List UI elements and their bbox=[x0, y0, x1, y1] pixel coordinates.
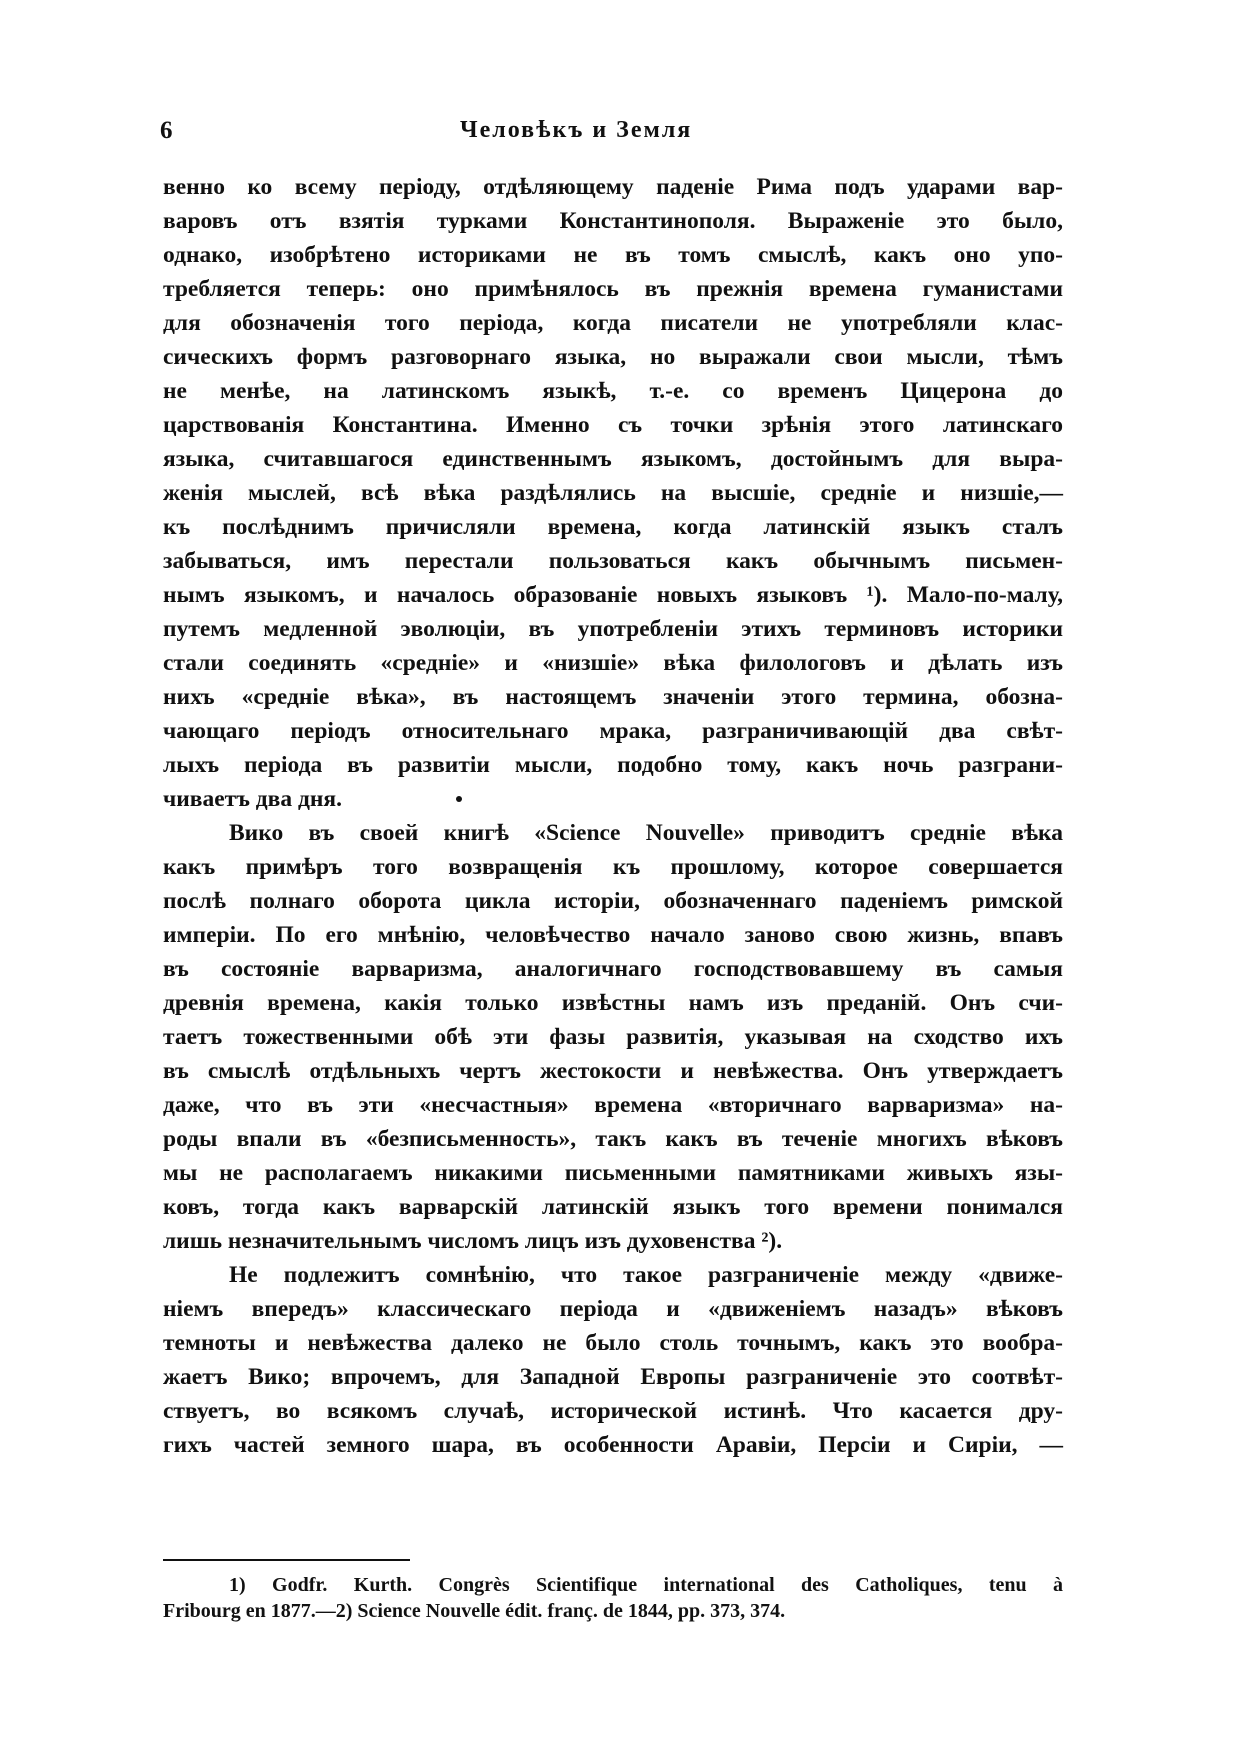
text-line: какъ примѣръ того возвращенія къ прошлому, которое совершается bbox=[163, 854, 1063, 880]
text-line: Не подлежитъ сомнѣнію, что такое разграниченіе между «движе- bbox=[229, 1262, 1063, 1288]
text-line: царствованія Константина. Именно съ точки зрѣнія этого латинскаго bbox=[163, 412, 1063, 438]
text-line: женія мыслей, всѣ вѣка раздѣлялись на высшіе, средніе и низшіе,— bbox=[163, 480, 1063, 506]
text-line: однако, изобрѣтено историками не въ томъ смыслѣ, какъ оно упо- bbox=[163, 242, 1063, 268]
text-line: въ состояніе варваризма, аналогичнаго господствовавшему въ самыя bbox=[163, 956, 1063, 982]
text-line: венно ко всему періоду, отдѣляющему паденіе Рима подъ ударами вар- bbox=[163, 174, 1063, 200]
page-number: 6 bbox=[160, 117, 173, 144]
text-line: таетъ тожественными обѣ эти фазы развитія, указывая на сходство ихъ bbox=[163, 1024, 1063, 1050]
text-line: жаетъ Вико; впрочемъ, для Западной Европы разграниченіе это соотвѣт- bbox=[163, 1364, 1063, 1390]
text-line: нихъ «средніе вѣка», въ настоящемъ значеніи этого термина, обозна- bbox=[163, 684, 1063, 710]
text-line: ковъ, тогда какъ варварскій латинскій языкъ того времени понимался bbox=[163, 1194, 1063, 1220]
text-line: для обозначенія того періода, когда писатели не употребляли клас- bbox=[163, 310, 1063, 336]
text-line: даже, что въ эти «несчастныя» времена «вторичнаго варваризма» на- bbox=[163, 1092, 1063, 1118]
text-line: въ смыслѣ отдѣльныхъ чертъ жестокости и невѣжества. Онъ утверждаетъ bbox=[163, 1058, 1063, 1084]
text-line: языка, считавшагося единственнымъ языкомъ, достойнымъ для выра- bbox=[163, 446, 1063, 472]
footnote-line: 1) Godfr. Kurth. Congrès Scientifique international des Catholiques, tenu à bbox=[229, 1574, 1063, 1596]
text-line: послѣ полнаго оборота цикла исторіи, обозначеннаго паденіемъ римской bbox=[163, 888, 1063, 914]
text-line: ствуетъ, во всякомъ случаѣ, исторической истинѣ. Что касается дру- bbox=[163, 1398, 1063, 1424]
footnotes bbox=[163, 1572, 1063, 1624]
text-line: ніемъ впередъ» классическаго періода и «движеніемъ назадъ» вѣковъ bbox=[163, 1296, 1063, 1322]
text-line: имперіи. По его мнѣнію, человѣчество начало заново свою жизнь, впавъ bbox=[163, 922, 1063, 948]
text-line: гихъ частей земного шара, въ особенности Аравіи, Персіи и Сиріи, — bbox=[163, 1432, 1063, 1458]
text-line: не менѣе, на латинскомъ языкѣ, т.-е. со временъ Цицерона до bbox=[163, 378, 1063, 404]
text-line: забываться, имъ перестали пользоваться какъ обычнымъ письмен- bbox=[163, 548, 1063, 574]
text-line: роды впали въ «безписьменность», такъ какъ въ теченіе многихъ вѣковъ bbox=[163, 1126, 1063, 1152]
text-line: варовъ отъ взятія турками Константинополя. Выраженіе это было, bbox=[163, 208, 1063, 234]
text-line: чиваетъ два дня. bbox=[163, 786, 343, 812]
text-line: мы не располагаемъ никакими письменными памятниками живыхъ язы- bbox=[163, 1160, 1063, 1186]
text-line: стали соединять «средніе» и «низшіе» вѣка филологовъ и дѣлать изъ bbox=[163, 650, 1063, 676]
footnote-rule bbox=[163, 1559, 410, 1561]
text-line: къ послѣднимъ причисляли времена, когда латинскій языкъ сталъ bbox=[163, 514, 1063, 540]
text-line: требляется теперь: оно примѣнялось въ прежнія времена гуманистами bbox=[163, 276, 1063, 302]
text-line: древнія времена, какія только извѣстны намъ изъ преданій. Онъ счи- bbox=[163, 990, 1063, 1016]
text-line: лишь незначительнымъ числомъ лицъ изъ духовенства ²). bbox=[163, 1228, 783, 1254]
text-line: путемъ медленной эволюціи, въ употребленіи этихъ терминовъ историки bbox=[163, 616, 1063, 642]
text-line: темноты и невѣжества далеко не было столь точнымъ, какъ это вообра- bbox=[163, 1330, 1063, 1356]
text-line: Вико въ своей книгѣ «Science Nouvelle» приводитъ средніе вѣка bbox=[229, 820, 1063, 846]
main-text bbox=[163, 170, 1063, 1462]
text-line: чающаго періодъ относительнаго мрака, разграничивающій два свѣт- bbox=[163, 718, 1063, 744]
ink-speck bbox=[456, 796, 462, 802]
text-line: нымъ языкомъ, и началось образованіе новыхъ языковъ ¹). Мало-по-малу, bbox=[163, 582, 1063, 608]
text-line: лыхъ періода въ развитіи мысли, подобно тому, какъ ночь разграни- bbox=[163, 752, 1063, 778]
footnote-line: Fribourg en 1877.—2) Science Nouvelle édit. franç. de 1844, pp. 373, 374. bbox=[163, 1600, 786, 1622]
running-head: Человѣкъ и Земля bbox=[460, 117, 693, 143]
text-line: сическихъ формъ разговорнаго языка, но выражали свои мысли, тѣмъ bbox=[163, 344, 1063, 370]
